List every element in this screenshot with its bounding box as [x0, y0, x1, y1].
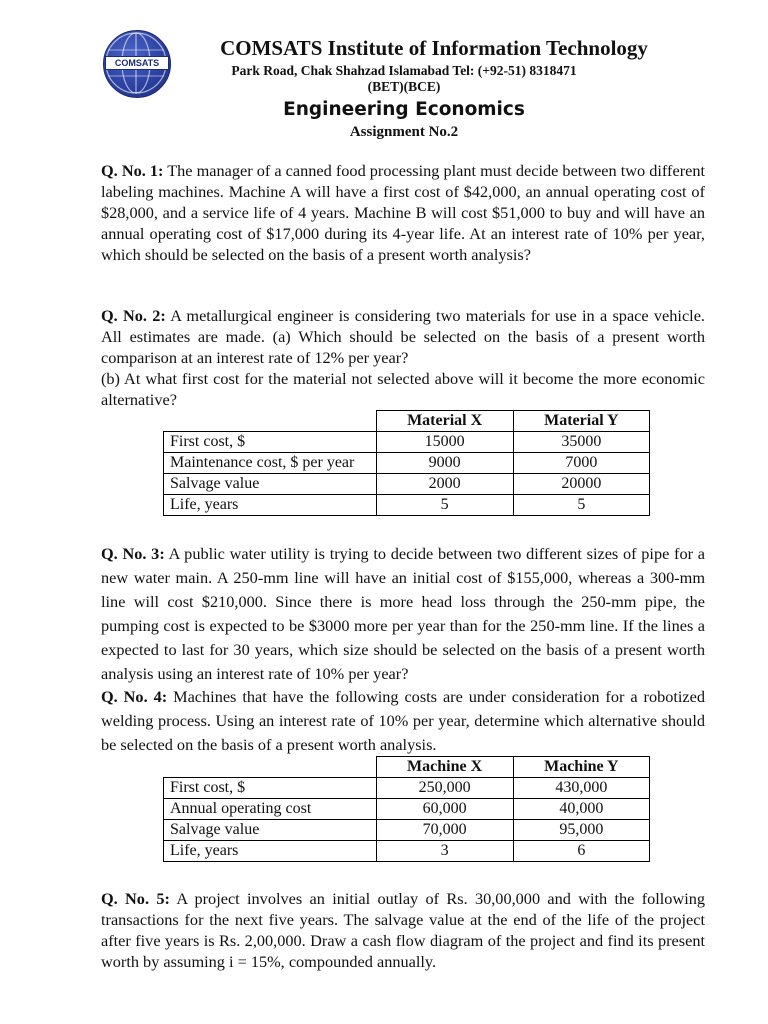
cell-value: 5: [513, 495, 649, 516]
institute-address: Park Road, Chak Shahzad Islamabad Tel: (+92-51) 8318471: [231, 63, 577, 78]
cell-value: 35000: [513, 432, 649, 453]
table-header-row: [164, 757, 650, 778]
cell-value: 430,000: [513, 778, 649, 799]
question-1: [101, 160, 705, 265]
logo-text: COMSATS: [105, 56, 169, 70]
row-label: Annual operating cost: [164, 799, 377, 820]
row-label: First cost, $: [164, 432, 377, 453]
table-corner: [164, 411, 377, 432]
cell-value: 3: [376, 841, 513, 862]
column-header: Material X: [376, 411, 513, 432]
question-4: [101, 685, 705, 757]
table-row: [164, 432, 650, 453]
row-label: Life, years: [164, 495, 377, 516]
cell-value: 6: [513, 841, 649, 862]
assignment-title: Assignment No.2: [349, 124, 459, 140]
question-5-text: A project involves an initial outlay of Rs. 30,00,000 and with the following transactions for the next five years. The salvage value at the end of the life of the project after five years is Rs. 2,00,000. Draw a cash flow diagram of the project and find its present worth by assuming i = 15%, compounded annually.: [101, 889, 706, 971]
row-label: Life, years: [164, 841, 377, 862]
department: (BET)(BCE): [367, 79, 441, 94]
cell-value: 5: [376, 495, 513, 516]
question-2-text-b: (b) At what first cost for the material not selected above will it become the more economic alternative?: [101, 369, 705, 409]
cell-value: 20000: [513, 474, 649, 495]
question-5-label: Q. No. 5:: [101, 889, 170, 908]
table-row: [164, 820, 650, 841]
row-label: Salvage value: [164, 820, 377, 841]
table-row: [164, 841, 650, 862]
cell-value: 60,000: [376, 799, 513, 820]
institute-name: COMSATS Institute of Information Technology: [220, 36, 648, 60]
question-2-text-a: A metallurgical engineer is considering two materials for use in a space vehicle. All estimates are made. (a) Which should be selected on the basis of a present worth comparison at an interest rate of 12% per year?: [101, 306, 705, 367]
machines-table: [163, 756, 650, 862]
table-row: [164, 495, 650, 516]
cell-value: 250,000: [376, 778, 513, 799]
question-2: [101, 305, 705, 410]
question-4-label: Q. No. 4:: [101, 687, 168, 706]
cell-value: 70,000: [376, 820, 513, 841]
cell-value: 40,000: [513, 799, 649, 820]
question-5: [101, 888, 705, 972]
question-3-label: Q. No. 3:: [101, 544, 165, 563]
question-1-label: Q. No. 1:: [101, 161, 164, 180]
question-3: [101, 542, 705, 686]
question-2-label: Q. No. 2:: [101, 306, 166, 325]
course-title: Engineering Economics: [283, 99, 525, 120]
table-corner: [164, 757, 377, 778]
column-header: Machine X: [376, 757, 513, 778]
table-row: [164, 799, 650, 820]
cell-value: 95,000: [513, 820, 649, 841]
table-row: [164, 778, 650, 799]
row-label: Maintenance cost, $ per year: [164, 453, 377, 474]
materials-table: [163, 410, 650, 516]
row-label: Salvage value: [164, 474, 377, 495]
cell-value: 7000: [513, 453, 649, 474]
table-row: [164, 453, 650, 474]
table-header-row: [164, 411, 650, 432]
column-header: Machine Y: [513, 757, 649, 778]
cell-value: 9000: [376, 453, 513, 474]
cell-value: 15000: [376, 432, 513, 453]
column-header: Material Y: [513, 411, 649, 432]
cell-value: 2000: [376, 474, 513, 495]
question-1-text: The manager of a canned food processing plant must decide between two different labeling machines. Machine A will have a first cost of $42,000, an annual operating cost of $28,000, and a service life of 4 years. Machine B will cost $51,000 to buy and will have an annual operating cost of $17,000 during its 4-year life. At an interest rate of 10% per year, which should be selected on the basis of a present worth analysis?: [101, 161, 706, 264]
question-3-text: A public water utility is trying to decide between two different sizes of pipe for a new water main. A 250-mm line will have an initial cost of $155,000, whereas a 300-mm line will cost $210,000. Since there is more head loss through the 250-mm pipe, the pumping cost is expected to be $3000 more per year than for the 250-mm line. If the lines a expected to last for 30 years, which size should be selected on the basis of a present worth analysis using an interest rate of 10% per year?: [101, 544, 706, 683]
row-label: First cost, $: [164, 778, 377, 799]
table-row: [164, 474, 650, 495]
question-4-text: Machines that have the following costs are under consideration for a robotized welding process. Using an interest rate of 10% per year, determine which alternative should be selected on the basis of a present worth analysis.: [101, 687, 706, 754]
